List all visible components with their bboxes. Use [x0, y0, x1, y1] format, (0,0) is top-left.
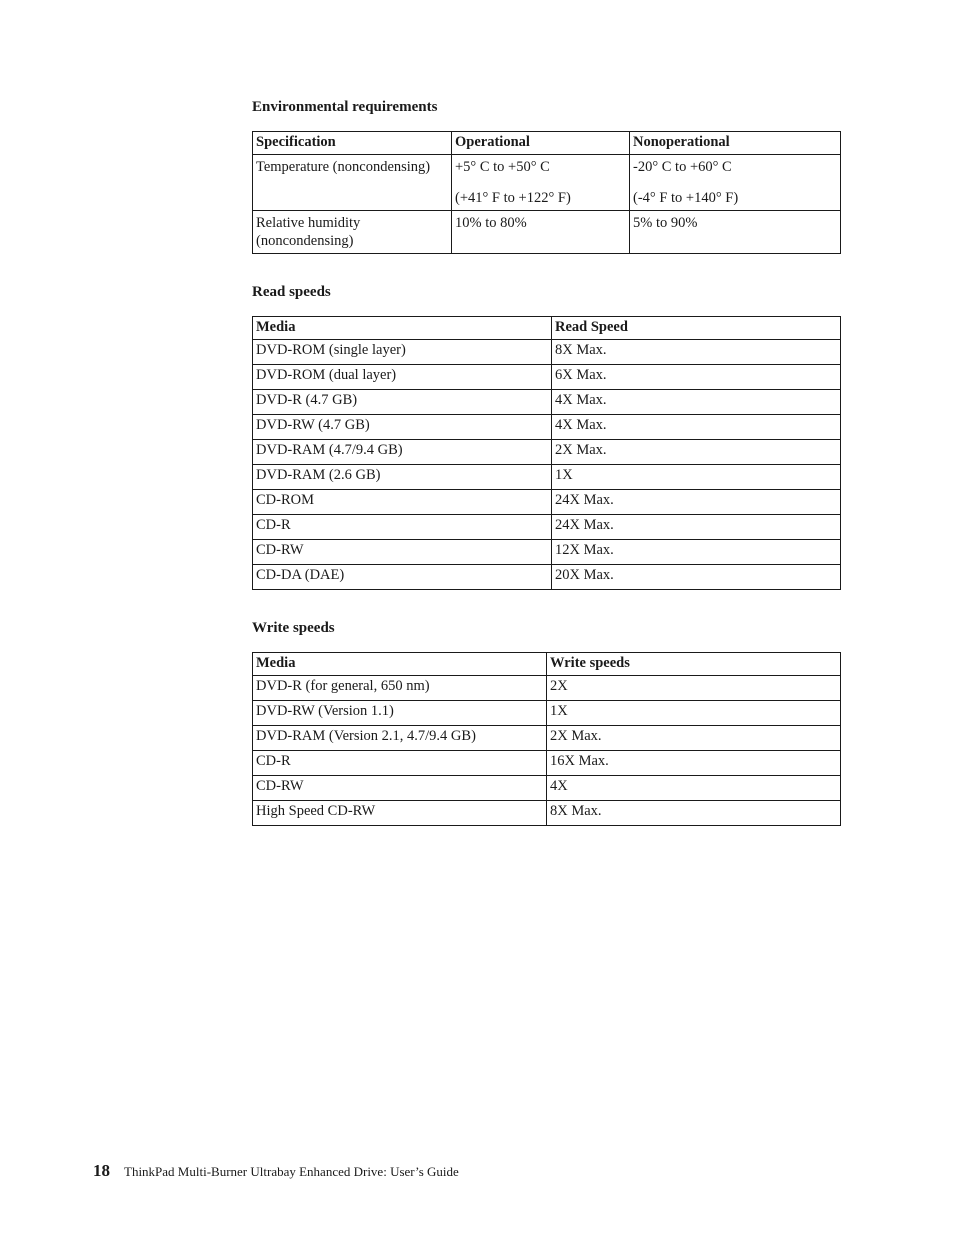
cell-speed: 2X Max.: [547, 726, 841, 751]
cell-line: (+41° F to +122° F): [455, 190, 571, 206]
table-row: [253, 415, 841, 440]
cell-media: CD-RW: [253, 540, 552, 565]
table-row: [253, 701, 841, 726]
env-heading: Environmental requirements: [252, 99, 438, 115]
write-speeds-table: [252, 652, 841, 826]
table-row: [253, 440, 841, 465]
cell-nonoperational: [630, 155, 841, 211]
cell-media: CD-RW: [253, 776, 547, 801]
cell-speed: 8X Max.: [552, 340, 841, 365]
read-heading: Read speeds: [252, 284, 331, 300]
column-header-media: Media: [253, 653, 547, 676]
cell-media: DVD-RW (4.7 GB): [253, 415, 552, 440]
table-row: [253, 465, 841, 490]
table-row: [253, 155, 841, 211]
cell-speed: 4X: [547, 776, 841, 801]
write-heading: Write speeds: [252, 620, 335, 636]
table-row: [253, 365, 841, 390]
table-row: [253, 490, 841, 515]
cell-media: DVD-RAM (4.7/9.4 GB): [253, 440, 552, 465]
table-row: [253, 340, 841, 365]
cell-speed: 1X: [547, 701, 841, 726]
table-row: [253, 776, 841, 801]
footer-title: ThinkPad Multi-Burner Ultrabay Enhanced Drive: User’s Guide: [124, 1164, 459, 1179]
cell-line: (-4° F to +140° F): [633, 190, 739, 206]
cell-operational: [452, 155, 630, 211]
cell-speed: 4X Max.: [552, 415, 841, 440]
cell-speed: 16X Max.: [547, 751, 841, 776]
table-row: [253, 565, 841, 590]
cell-media: CD-R: [253, 751, 547, 776]
cell-media: CD-DA (DAE): [253, 565, 552, 590]
table-row: [253, 211, 841, 254]
read-speeds-table: [252, 316, 841, 590]
cell-line: -20° C to +60° C: [633, 159, 732, 175]
table-row: [253, 540, 841, 565]
cell-media: DVD-R (4.7 GB): [253, 390, 552, 415]
cell-line: 5% to 90%: [633, 215, 698, 231]
cell-speed: 1X: [552, 465, 841, 490]
cell-speed: 24X Max.: [552, 515, 841, 540]
env-table: [252, 131, 841, 254]
table-row: [253, 390, 841, 415]
table-row: [253, 726, 841, 751]
table-row: [253, 801, 841, 826]
cell-speed: 2X: [547, 676, 841, 701]
table-row: [253, 751, 841, 776]
cell-spec: Relative humidity (noncondensing): [253, 211, 452, 254]
cell-media: DVD-RW (Version 1.1): [253, 701, 547, 726]
page-footer: [93, 1161, 459, 1181]
cell-line: +5° C to +50° C: [455, 159, 550, 175]
cell-media: High Speed CD-RW: [253, 801, 547, 826]
cell-media: CD-ROM: [253, 490, 552, 515]
cell-speed: 8X Max.: [547, 801, 841, 826]
cell-media: CD-R: [253, 515, 552, 540]
column-header-media: Media: [253, 317, 552, 340]
cell-media: DVD-ROM (dual layer): [253, 365, 552, 390]
cell-media: DVD-R (for general, 650 nm): [253, 676, 547, 701]
column-header-specification: Specification: [253, 132, 452, 155]
table-header-row: [253, 132, 841, 155]
table-header-row: [253, 653, 841, 676]
cell-speed: 4X Max.: [552, 390, 841, 415]
table-header-row: [253, 317, 841, 340]
cell-media: DVD-ROM (single layer): [253, 340, 552, 365]
column-header-nonoperational: Nonoperational: [630, 132, 841, 155]
cell-spec: Temperature (noncondensing): [253, 155, 452, 211]
column-header-read-speed: Read Speed: [552, 317, 841, 340]
cell-operational: [452, 211, 630, 254]
table-row: [253, 515, 841, 540]
cell-media: DVD-RAM (2.6 GB): [253, 465, 552, 490]
table-row: [253, 676, 841, 701]
cell-media: DVD-RAM (Version 2.1, 4.7/9.4 GB): [253, 726, 547, 751]
cell-speed: 20X Max.: [552, 565, 841, 590]
page-number: 18: [93, 1161, 110, 1180]
cell-speed: 24X Max.: [552, 490, 841, 515]
cell-speed: 2X Max.: [552, 440, 841, 465]
cell-speed: 12X Max.: [552, 540, 841, 565]
cell-nonoperational: [630, 211, 841, 254]
cell-speed: 6X Max.: [552, 365, 841, 390]
column-header-operational: Operational: [452, 132, 630, 155]
cell-line: 10% to 80%: [455, 215, 527, 231]
column-header-write-speeds: Write speeds: [547, 653, 841, 676]
